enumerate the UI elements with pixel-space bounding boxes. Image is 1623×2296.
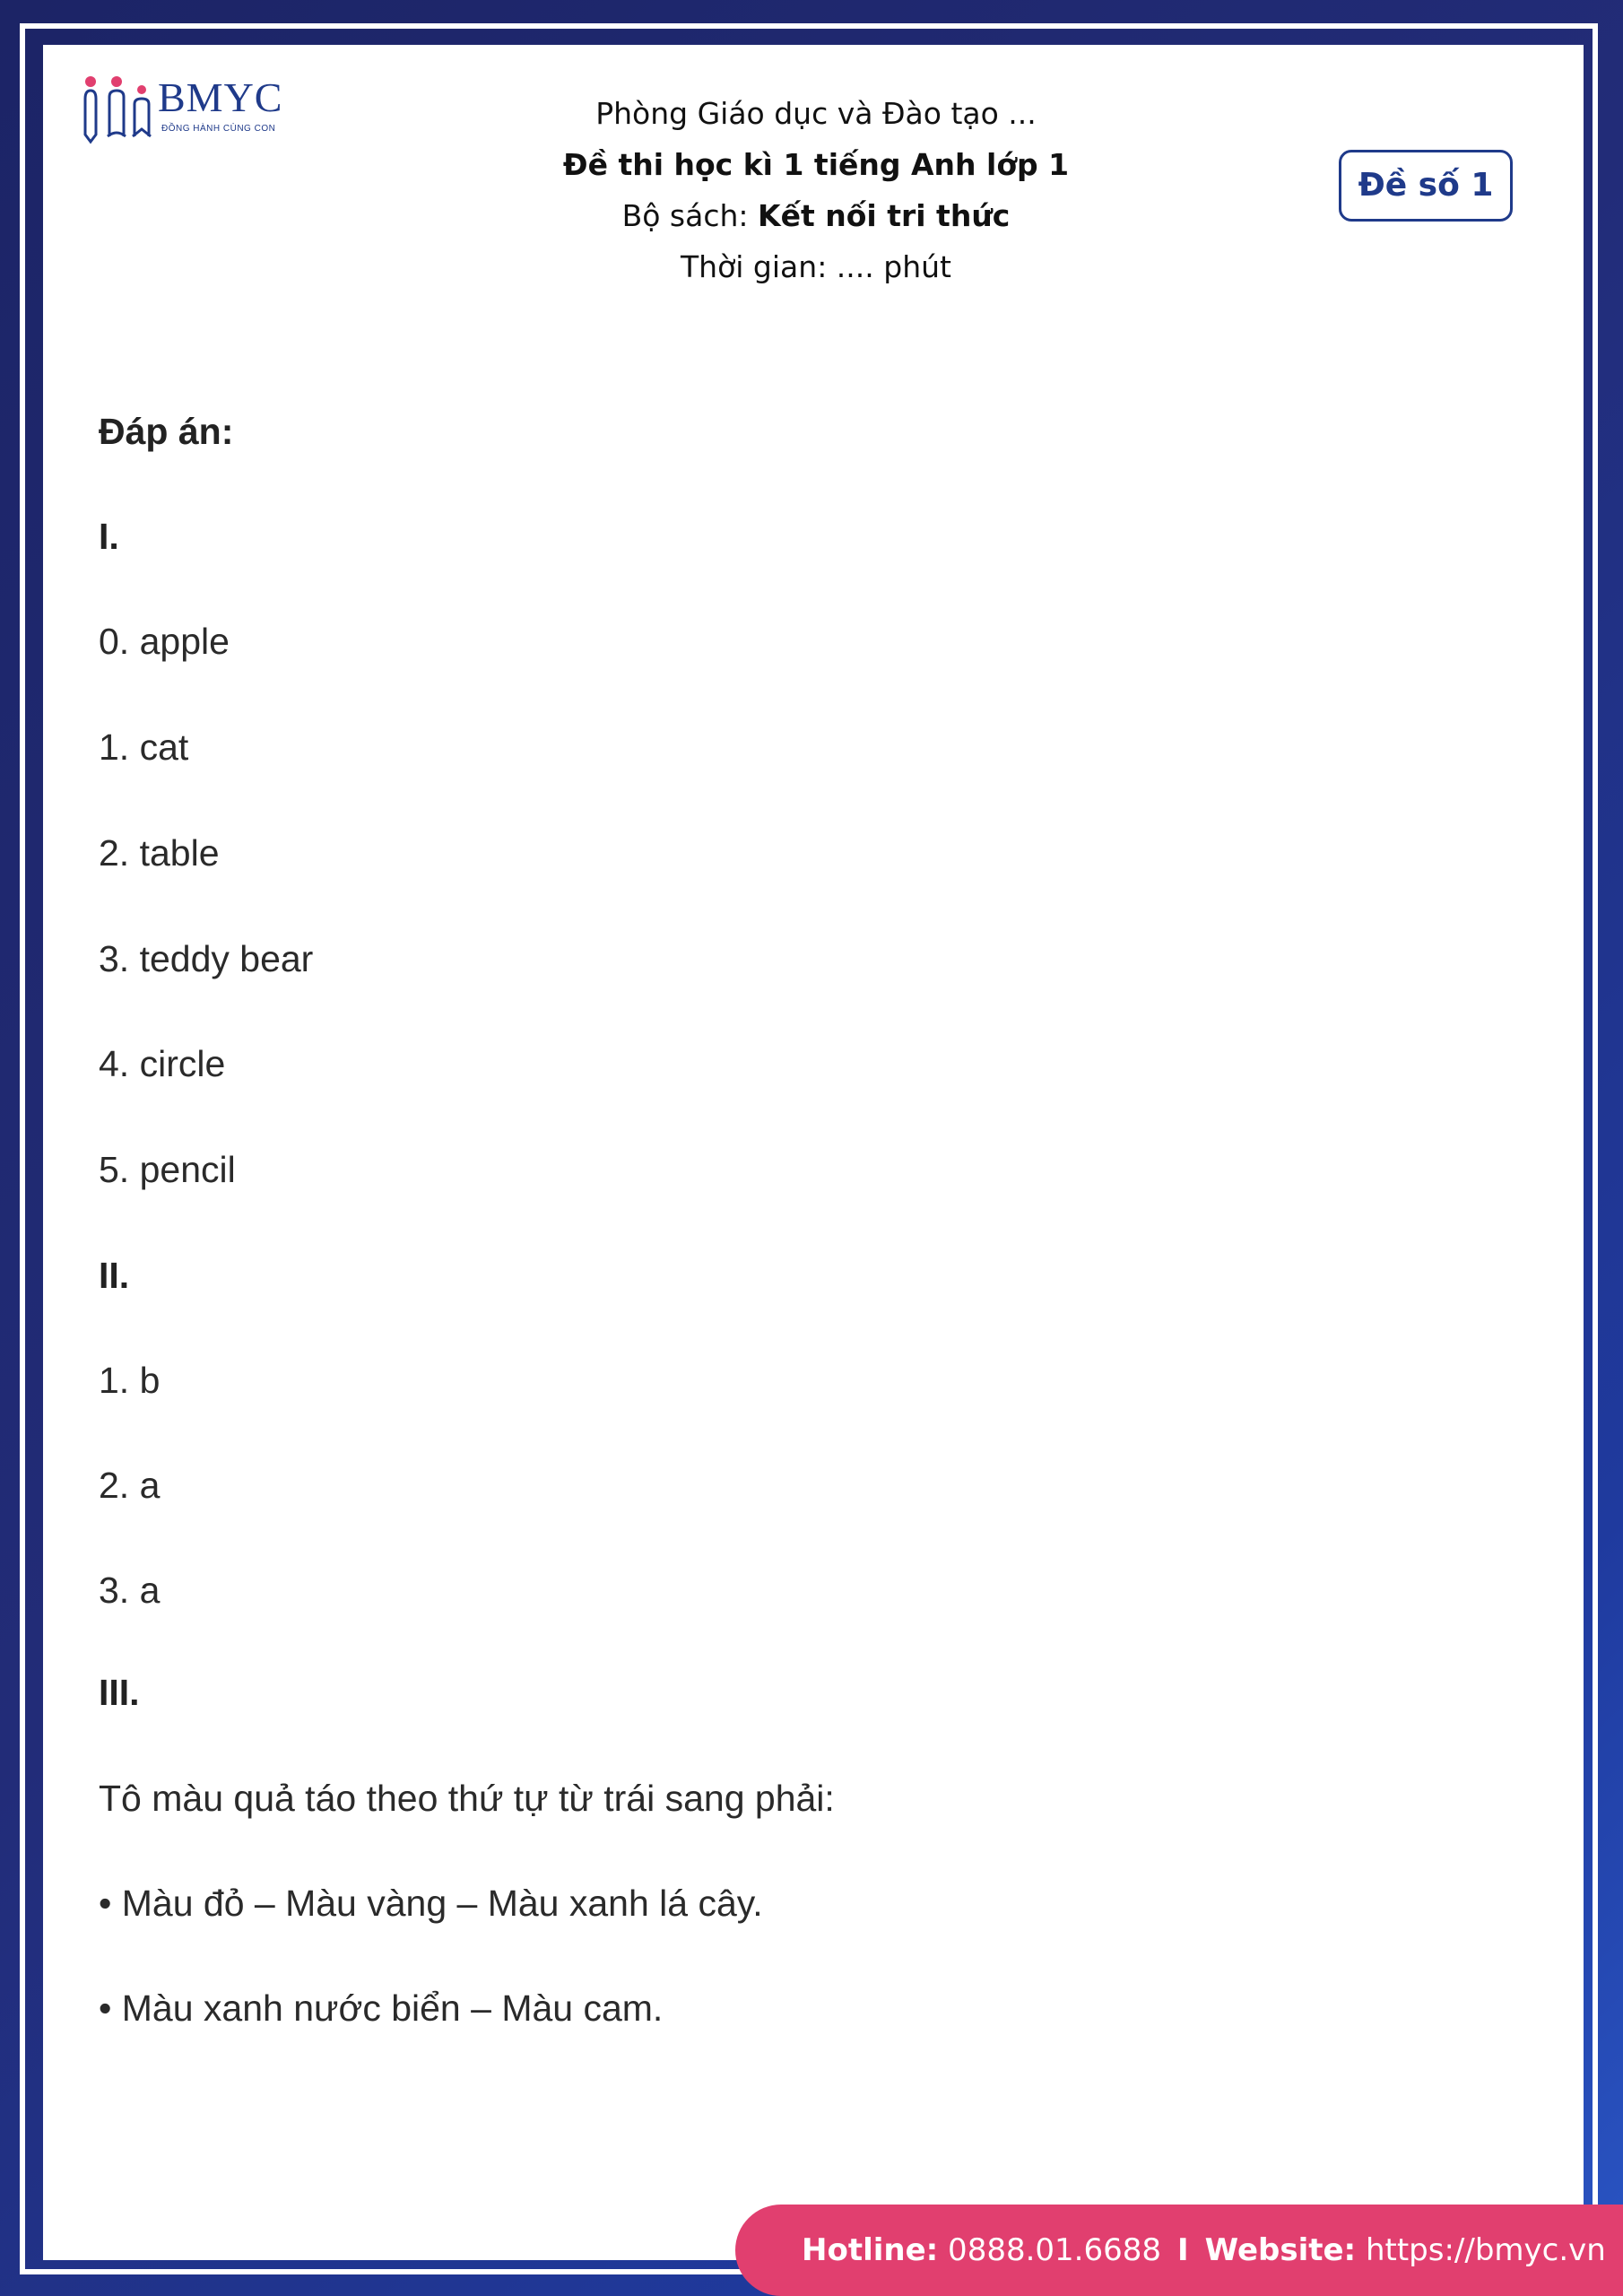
section-heading-1: I. [99,516,119,557]
answers-title: Đáp án: [99,411,234,452]
logo-tagline: ĐỒNG HÀNH CÙNG CON [161,124,276,134]
list-item: 3. teddy bear [99,938,314,979]
list-item: 2. a [99,1465,161,1506]
book-series-name: Kết nối tri thức [758,198,1011,233]
logo-wordmark: BMYC [158,74,283,120]
exam-number-badge: Đề số 1 [1339,150,1513,222]
section3-intro: Tô màu quả táo theo thứ tự từ trái sang phải: [99,1778,835,1819]
hotline-label: Hotline: [802,2232,939,2268]
bmyc-logo [82,74,307,154]
time-line: Thời gian: .... phút [681,249,951,284]
website-label: Website: [1204,2232,1357,2268]
exam-header [448,88,1184,292]
list-item: 4. circle [99,1043,226,1084]
footer-separator: I [1177,2232,1189,2268]
list-item: 5. pencil [99,1149,236,1190]
book-series-prefix: Bộ sách: [621,198,759,233]
bullet-item: • Màu đỏ – Màu vàng – Màu xanh lá cây. [99,1883,763,1924]
exam-title: Đề thi học kì 1 tiếng Anh lớp 1 [562,147,1070,182]
list-item: 1. cat [99,726,189,768]
contact-footer [735,2205,1623,2296]
bullet-item: • Màu xanh nước biển – Màu cam. [99,1987,664,2029]
list-item: 3. a [99,1570,161,1611]
section-heading-2: II. [99,1255,130,1296]
book-series-line [448,190,1184,241]
list-item: 1. b [99,1360,161,1401]
hotline-number[interactable]: 0888.01.6688 [938,2232,1161,2268]
logo-figures-icon [82,74,156,147]
list-item: 2. table [99,832,220,874]
document-page [43,45,1584,2260]
section-heading-3: III. [99,1672,140,1713]
website-link[interactable]: https://bmyc.vn [1356,2232,1606,2268]
list-item: 0. apple [99,621,230,662]
department-line: Phòng Giáo dục và Đào tạo ... [595,96,1037,131]
